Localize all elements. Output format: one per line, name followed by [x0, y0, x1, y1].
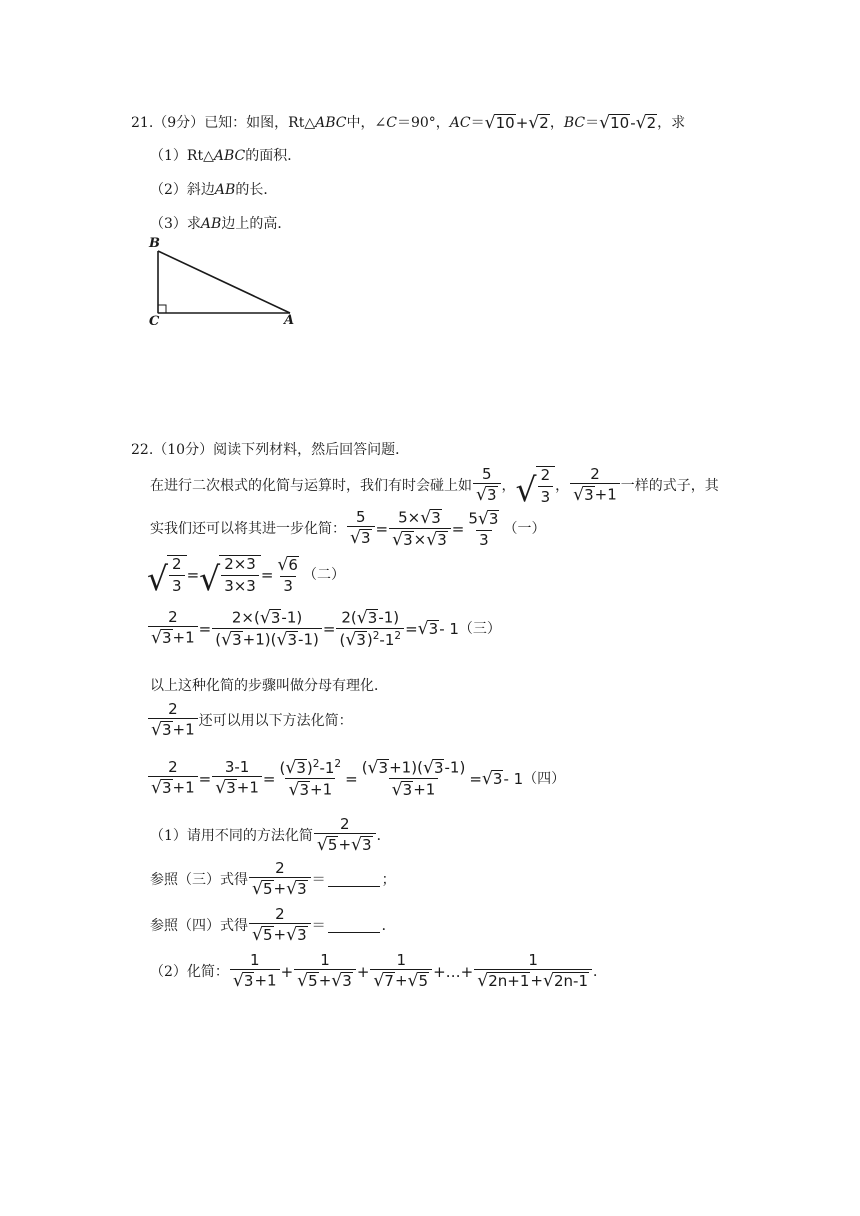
q22-para-1: 在进行二次根式的化简与运算时，我们有时会碰上如 5 √ 3 ， √ $\frac{2}{3}$ ， 2 √ 3 +1 一样的式子，其	[150, 465, 719, 509]
q22-sub-2: （2）化简： 1 √ 3 +1 + 1 √ 5 + √ 3 + 1 √ 7 + √ 5 +…+ 1 √ 2n+1 + √ 2n-1 ．	[150, 951, 607, 992]
q21-item-2: （2）斜边 AB 的长．	[150, 182, 278, 198]
sqrt-2-over-3: √ $\frac{2}{3}$	[516, 466, 556, 506]
right-angle-mark	[158, 305, 166, 313]
step-4-label: （四）	[523, 771, 566, 787]
label-a: A	[284, 313, 295, 328]
q22-step-2: √ $\frac{2}{3}$ = √ $\frac{2\times 3}{3\times 3}$ = √ 6 3 （二）	[147, 555, 345, 598]
sqrt10: √ 10	[599, 112, 630, 133]
sqrt2: √ 2	[635, 112, 657, 133]
q21-title: 21. （9分） 已知：如图，Rt△ ABC 中，∠ C ＝90°， AC ＝ √ 10 + √ 2 ， BC ＝ √ 10 - √ 2 ，求	[131, 112, 686, 133]
label-c: C	[149, 314, 160, 329]
answer-blank-4[interactable]	[328, 920, 380, 933]
q22-score: （10分）	[153, 442, 214, 458]
frac-2-over-sqrt3p1: 2 √ 3 +1	[570, 467, 620, 504]
step-3-label: （三）	[458, 621, 501, 637]
q22-definition: 以上这种化简的步骤叫做分母有理化．	[150, 678, 388, 694]
q21-item-1: （1）Rt△ ABC 的面积．	[150, 148, 302, 164]
answer-blank-3[interactable]	[328, 874, 380, 887]
q21-number: 21.	[131, 115, 154, 131]
q22-ref-4: 参照（四）式得 2 √ 5 + √ 3 ＝ ．	[150, 905, 396, 946]
q22-step-4: 2 √ 3 +1 = 3-1 √ 3 +1 = ( √ 3 )$^2-1^2$ √ 3 +1 = ( √ 3 +1)( √ 3 -1) √ 3 +1 = √ 3 - 1 （四）	[147, 756, 565, 802]
q21-item-3: （3）求 AB 边上的高．	[150, 216, 292, 232]
label-b: B	[149, 236, 160, 251]
q21-score: （9分）	[153, 115, 205, 131]
step-2-label: （二）	[302, 567, 345, 583]
step-1-label: （一）	[503, 521, 546, 537]
q22-sub-1: （1）请用不同的方法化简 2 √ 5 + √ 3 ．	[150, 815, 391, 856]
q22-alt-intro: 2 √ 3 +1 还可以用以下方法化简：	[147, 701, 353, 741]
q22-step-3: 2 √ 3 +1 = 2×( √ 3 -1) ( √ 3 +1)( √ 3 -1) = 2( √ 3 -1) ( √ 3 )$^2-1^2$ = √ 3 - 1 （三）	[147, 606, 501, 652]
q22-title: 22. （10分） 阅读下列材料，然后回答问题．	[131, 442, 410, 458]
frac-5-over-sqrt3: 5 √ 3	[473, 467, 501, 504]
q22-para-2: 实我们还可以将其进一步化简： 5 √ 3 = 5× √ 3 √ 3 × √ 3 = 5 √ 3 3 （一）	[150, 507, 546, 550]
q22-ref-3: 参照（三）式得 2 √ 5 + √ 3 ＝ ；	[150, 859, 396, 900]
sqrt10: √ 10	[484, 112, 515, 133]
side-ab	[158, 251, 290, 313]
sqrt2: √ 2	[528, 112, 549, 133]
q22-number: 22.	[131, 442, 154, 458]
